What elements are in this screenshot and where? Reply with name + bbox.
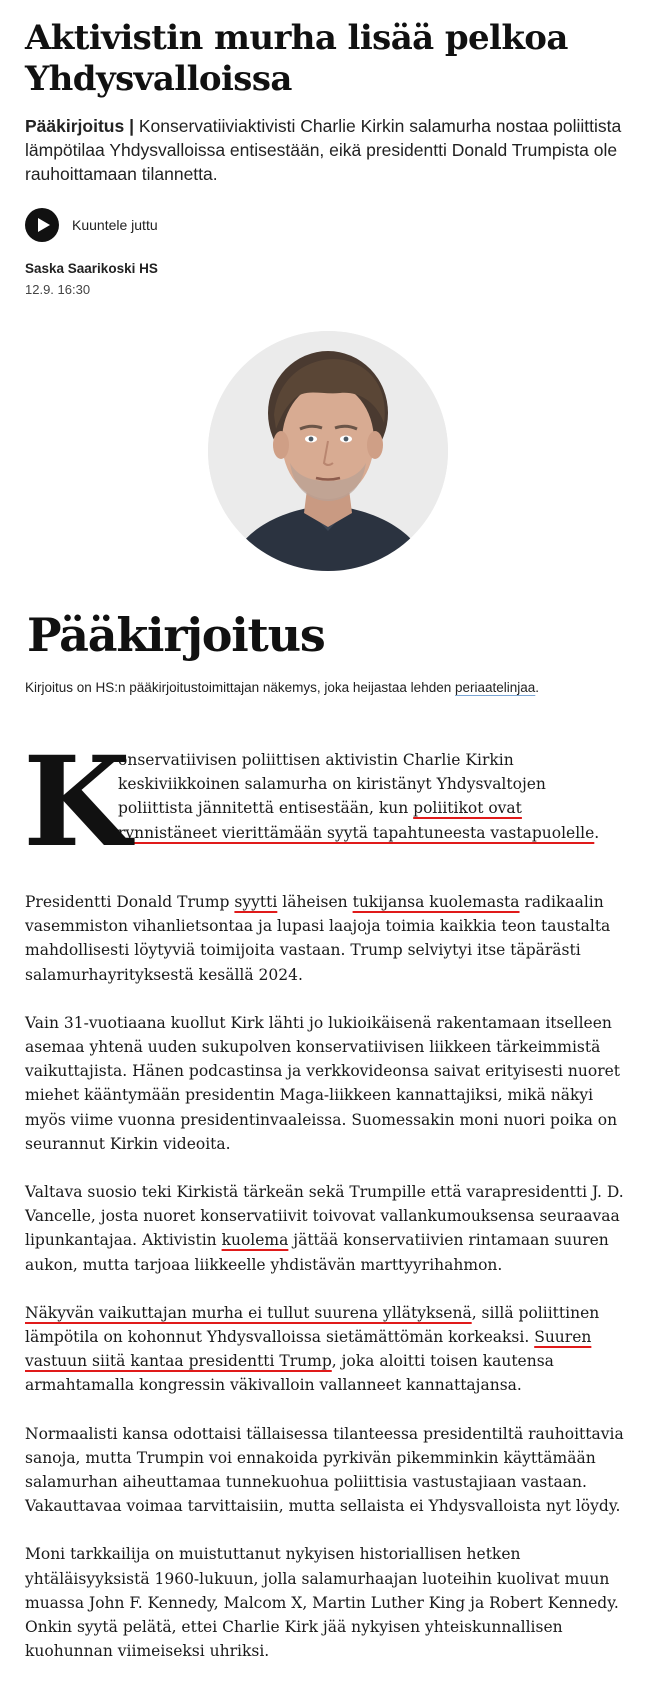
disclaimer-end: . bbox=[535, 680, 540, 695]
publish-date: 12.9. 16:30 bbox=[25, 282, 91, 297]
principles-link[interactable]: periaatelinjaa bbox=[454, 680, 536, 695]
p5-text-a: , sillä poliittinen lämpötila on kohonnut Yhdysvalloissa sietämättömän korkeaksi. bbox=[25, 1303, 600, 1347]
article-body bbox=[23, 730, 625, 1687]
p2-text-c: radikaalin vasemmiston vihanlietsontaa ja lupasi laajoja toimia kaikkia teon taustalta mahdollisesti löytyviä toimijoita vastaan. Trump selviytyi itse täpärästi salamurhayrityksestä kesällä 2024. bbox=[25, 893, 611, 984]
highlight-underline: kuolema bbox=[221, 1231, 289, 1250]
article-lead bbox=[25, 114, 625, 186]
p1-text-b: . bbox=[594, 823, 600, 842]
drop-cap: K bbox=[23, 730, 131, 875]
paragraph-6: Normaalisti kansa odottaisi tällaisessa tilanteessa presidentiltä rauhoittavia sanoja, mutta Trumpin voi ennakoida pyrkivän pikemminkin käyttämään salamurhan aiheuttamaa tunnekuohua poliittisia vastustajiaan vastaan. Vakauttavaa voimaa tarvittaisiin, mutta sellaista ei Yhdysvalloista nyt löydy. bbox=[25, 1424, 624, 1516]
p1-text-a: onservatiivisen poliittisen aktivistin Charlie Kirkin keskiviikkoinen salamurha on kiristänyt Yhdysvaltojen poliittista jännitettä entisestään, kun bbox=[118, 751, 546, 818]
p4-text-a: Valtava suosio teki Kirkistä tärkeän sekä Trumpille että varapresidentti J. D. Vancelle, josta nuoret konservatiivit toivovat vallankumouksensa seuraavaa lipunkantajaa. Aktivistin bbox=[25, 1183, 624, 1250]
highlight-underline: Näkyvän vaikuttajan murha ei tullut suurena yllätyksenä bbox=[25, 1303, 472, 1322]
play-icon[interactable] bbox=[25, 208, 59, 242]
article-headline: Aktivistin murha lisää pelkoa Yhdysvalloissa bbox=[25, 18, 568, 99]
paragraph-4 bbox=[25, 1180, 625, 1277]
author-portrait bbox=[208, 331, 448, 571]
highlight-underline: tukijansa kuolemasta bbox=[352, 893, 520, 911]
paragraph-3: Vain 31-vuotiaana kuollut Kirk lähti jo lukioikäisenä rakentamaan itselleen asemaa yhtenä uuden sukupolven konservatiivisen liikkeen tärkeimmistä vaikuttajista. Hänen podcastinsa ja verkkovideonsa saivat erityisesti nuoret miehet kääntymään presidentin Maga-liikkeen kannattajiksi, mikä näkyi myös viime vuonna presidentinvaaleissa. Suomessakin moni nuori poika on seurannut Kirkin videoita. bbox=[25, 1013, 621, 1153]
editorial-disclaimer bbox=[25, 677, 585, 698]
paragraph-2 bbox=[25, 890, 625, 987]
highlight-underline: Suuren vastuun siitä kantaa presidentti Trump bbox=[25, 1328, 592, 1371]
lead-text: Konservatiiviaktivisti Charlie Kirkin salamurha nostaa poliittista lämpötilaa Yhdysvalloissa entisestään, eikä presidentti Donald Trumpista ole rauhoittamaan tilannetta. bbox=[25, 116, 622, 184]
p5-text-b: , joka aloitti toisen kautensa armahtamalla kongressin väkivalloin vallanneet kannattajansa. bbox=[25, 1352, 554, 1395]
disclaimer-text: Kirjoitus on HS:n pääkirjoitustoimittajan näkemys, joka heijastaa lehden bbox=[25, 680, 455, 695]
highlight-underline: poliitikot ovat rynnistäneet vierittämään syytä tapahtuneesta vastapuolelle bbox=[118, 799, 595, 842]
paragraph-1 bbox=[23, 730, 625, 875]
lead-kicker: Pääkirjoitus | bbox=[25, 116, 134, 136]
listen-audio-button[interactable] bbox=[25, 208, 158, 242]
p2-text-a: Presidentti Donald Trump bbox=[25, 893, 235, 911]
paragraph-7: Moni tarkkailija on muistuttanut nykyisen historiallisen hetken yhtäläisyyksistä 1960-lukuun, jolla salamurhaajan luoteihin kuolivat muun muassa John F. Kennedy, Malcom X, Martin Luther King ja Robert Kennedy. Onkin syytä pelätä, ettei Charlie Kirk jää nykyisen yhteiskunnallisen kuohunnan viimeiseksi uhriksi. bbox=[25, 1545, 619, 1661]
section-title: Pääkirjoitus bbox=[27, 608, 325, 662]
listen-label: Kuuntele juttu bbox=[72, 217, 158, 233]
author-name[interactable]: Saska Saarikoski HS bbox=[25, 261, 158, 276]
p2-text-b: läheisen bbox=[277, 893, 353, 911]
paragraph-5 bbox=[25, 1301, 625, 1398]
highlight-underline: syytti bbox=[234, 893, 278, 911]
p4-text-b: jättää konservatiivien rintamaan suuren aukon, mutta tarjoaa liikkeelle yhdistävän marttyyrihahmon. bbox=[25, 1231, 609, 1274]
